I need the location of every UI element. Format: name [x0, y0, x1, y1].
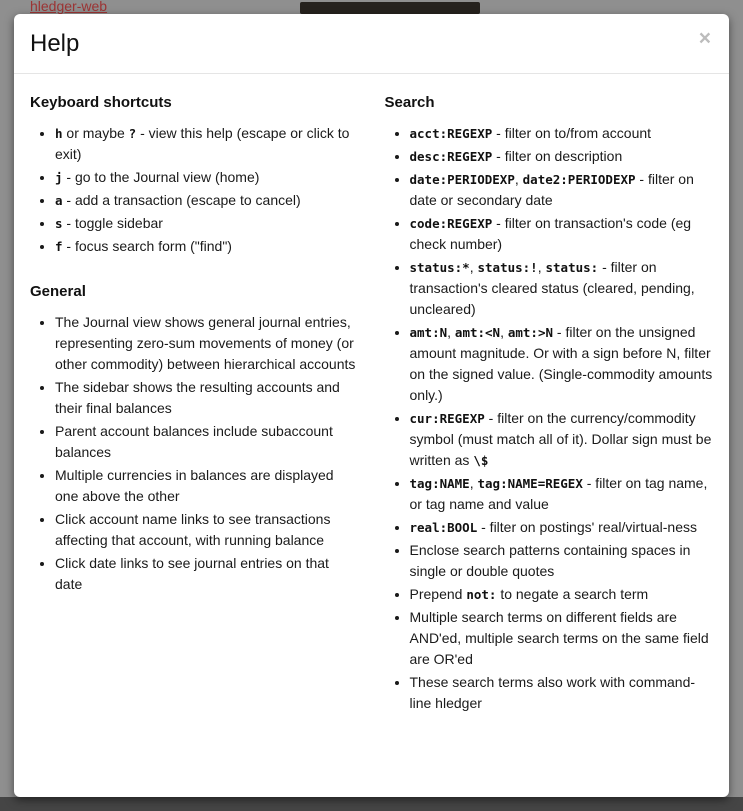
text-segment: - focus search form ("find")	[62, 237, 232, 254]
text-segment: Prepend	[409, 585, 467, 602]
code-term: amt:>N	[507, 324, 554, 340]
list-item	[55, 421, 359, 463]
code-term: acct:REGEXP	[409, 125, 493, 141]
text-segment: - filter on the unsigned amount magnitude. Or with a sign before N, filter on the signed value. (Single-commodity amounts only.)	[409, 323, 713, 403]
text-segment: - filter on date or secondary date	[409, 170, 694, 208]
text-segment: ,	[500, 323, 508, 340]
list-item	[410, 517, 714, 538]
text-segment: - view this help (escape or click to exit)	[55, 124, 350, 162]
text-segment: ,	[447, 323, 455, 340]
code-term: amt:N	[409, 324, 448, 340]
text-segment: - filter on the currency/commodity symbol (must match all of it). Dollar sign must be written as	[409, 409, 712, 468]
text-segment: - filter on tag name, or tag name and value	[409, 474, 708, 512]
list-item	[410, 257, 714, 320]
code-term: tag:NAME	[409, 475, 470, 491]
text-segment: The Journal view shows general journal entries, representing zero-sum movements of money (or other commodity) between hierarchical accounts	[55, 313, 356, 372]
text-segment: Multiple search terms on different fields are AND'ed, multiple search terms on the same field are OR'ed	[409, 608, 709, 667]
code-term: a	[55, 192, 63, 208]
list-item	[55, 123, 359, 165]
help-modal	[14, 14, 729, 797]
text-segment: - filter on postings' real/virtual-ness	[477, 518, 697, 535]
text-segment: - filter on transaction's cleared status (cleared, pending, uncleared)	[409, 258, 695, 317]
general-list	[30, 312, 359, 595]
text-segment: ,	[469, 474, 478, 491]
list-item	[55, 312, 359, 375]
list-item	[410, 584, 714, 605]
text-segment: Enclose search patterns containing spaces in single or double quotes	[409, 541, 691, 579]
list-item	[55, 167, 359, 188]
list-item	[410, 213, 714, 255]
modal-header	[14, 14, 729, 74]
search-section	[385, 94, 714, 714]
text-segment: - go to the Journal view (home)	[62, 168, 260, 185]
text-segment: - filter on to/from account	[492, 124, 652, 141]
code-term: status:!	[477, 259, 538, 275]
right-column	[385, 90, 714, 716]
code-term: date:PERIODEXP	[409, 171, 515, 187]
modal-title: Help	[30, 30, 80, 57]
text-segment: Click date links to see journal entries on that date	[55, 554, 329, 592]
keyboard-shortcuts-section	[30, 94, 359, 257]
page-bottom-band	[0, 797, 743, 811]
text-segment: - add a transaction (escape to cancel)	[62, 191, 301, 208]
code-term: h	[55, 125, 63, 141]
text-segment: ,	[514, 170, 523, 187]
code-term: j	[55, 169, 63, 185]
code-term: real:BOOL	[409, 519, 478, 535]
close-icon[interactable]: ×	[695, 26, 715, 51]
list-item	[55, 190, 359, 211]
list-item	[410, 146, 714, 167]
text-segment: These search terms also work with command-line hledger	[409, 673, 696, 711]
text-segment: or maybe	[62, 124, 129, 141]
code-term: f	[55, 238, 63, 254]
code-term: tag:NAME=REGEX	[477, 475, 583, 491]
list-item	[55, 553, 359, 595]
keyboard-shortcuts-list	[30, 123, 359, 257]
list-item	[55, 236, 359, 257]
code-term: desc:REGEXP	[409, 148, 493, 164]
text-segment: - toggle sidebar	[62, 214, 163, 231]
list-item	[410, 540, 714, 582]
list-item	[55, 213, 359, 234]
code-term: not:	[466, 586, 497, 602]
code-term: amt:<N	[454, 324, 501, 340]
list-item	[410, 473, 714, 515]
list-item	[410, 408, 714, 471]
text-segment: to negate a search term	[496, 585, 649, 602]
section-heading-search: Search	[384, 93, 435, 111]
code-term: \$	[473, 452, 489, 468]
section-heading-keyboard-shortcuts: Keyboard shortcuts	[30, 93, 172, 111]
list-item	[55, 377, 359, 419]
list-item	[55, 465, 359, 507]
brand-link[interactable]: hledger-web	[30, 0, 108, 14]
obscured-page-heading	[300, 2, 480, 14]
text-segment: Parent account balances include subaccount balances	[55, 422, 333, 460]
list-item	[55, 509, 359, 551]
search-list	[385, 123, 714, 714]
code-term: code:REGEXP	[409, 215, 493, 231]
text-segment: ,	[469, 258, 478, 275]
modal-body	[14, 74, 729, 726]
text-segment: - filter on description	[492, 147, 623, 164]
text-segment: - filter on transaction's code (eg check number)	[409, 214, 692, 252]
text-segment: Multiple currencies in balances are displayed one above the other	[55, 466, 334, 504]
code-term: status:	[545, 259, 599, 275]
code-term: s	[55, 215, 63, 231]
text-segment: ,	[537, 258, 546, 275]
section-heading-general: General	[30, 282, 86, 300]
code-term: cur:REGEXP	[409, 410, 485, 426]
code-term: ?	[128, 125, 137, 141]
list-item	[410, 123, 714, 144]
list-item	[410, 672, 714, 714]
list-item	[410, 607, 714, 670]
list-item	[410, 322, 714, 406]
code-term: date2:PERIODEXP	[522, 171, 636, 187]
general-section	[30, 283, 359, 595]
text-segment: Click account name links to see transactions affecting that account, with running balance	[55, 510, 331, 548]
code-term: status:*	[409, 259, 470, 275]
left-column	[30, 90, 359, 716]
text-segment: The sidebar shows the resulting accounts and their final balances	[55, 378, 340, 416]
list-item	[410, 169, 714, 211]
